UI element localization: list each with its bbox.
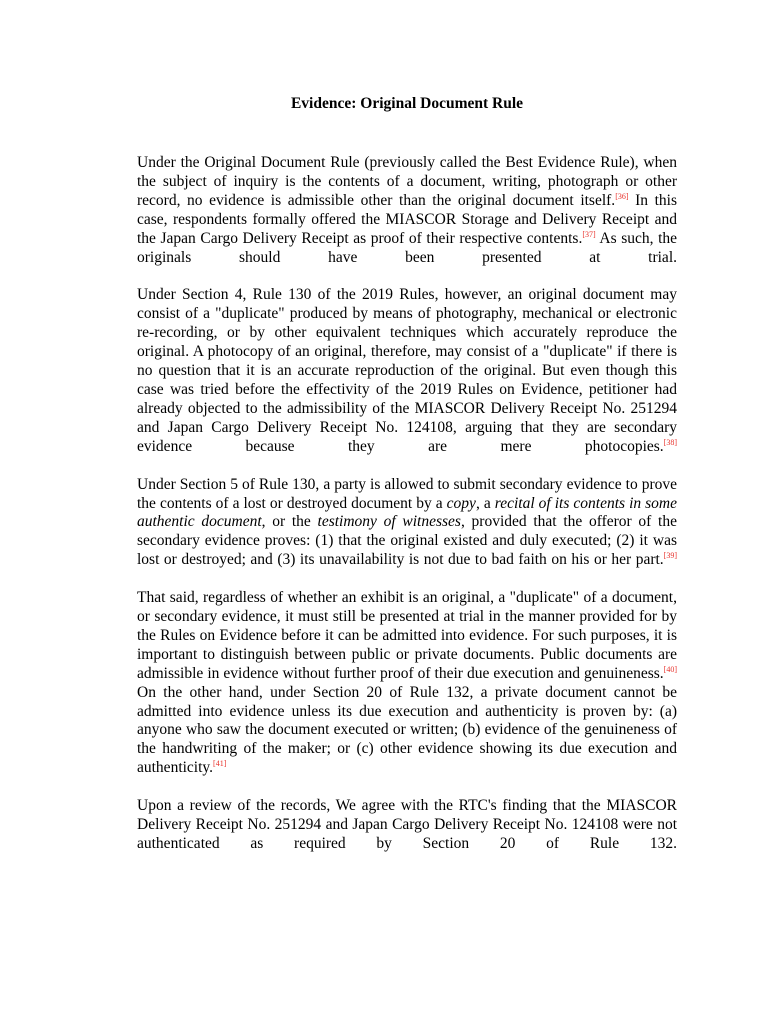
italic-text: copy xyxy=(446,494,476,512)
paragraph-original-document-rule xyxy=(137,154,677,267)
paragraph-text: Under Section 4, Rule 130 of the 2019 Rules, however, an original document may consist of a "duplicate" produced by means of photography, mechanical or electronic re-recording, or by other equivalent techniques which accurately reproduce the original. A photocopy of an original, therefore, may consist of a "duplicate" if there is no question that it is an accurate reproduction of the original. But even though this case was tried before the effectivity of the 2019 Rules on Evidence, petitioner had already objected to the admissibility of the MIASCOR Delivery Receipt No. 251294 and Japan Cargo Delivery Receipt No. 124108, arguing that they are secondary evidence because they are mere photocopies. xyxy=(137,286,677,455)
footnote-ref-40[interactable]: [40] xyxy=(663,664,677,674)
footnote-ref-41[interactable]: [41] xyxy=(213,759,227,769)
paragraph-text: Under Section 5 of Rule 130, a party is allowed to submit secondary evidence to prove the contents of a lost or destroyed document by a xyxy=(137,475,677,512)
paragraph-text: As such, the originals should have been presented at trial. xyxy=(137,229,677,266)
paragraph-records-review xyxy=(137,797,677,854)
paragraph-text: , provided that the offeror of the secondary evidence proves: (1) that the original existed and duly executed; (2) it was lost or destroyed; and (3) its unavailability is not due to bad faith on his or her part. xyxy=(137,513,677,569)
paragraph-text: That said, regardless of whether an exhibit is an original, a "duplicate" of a document, or secondary evidence, it must still be presented at trial in the manner provided for by the Rules on Evidence before it can be admitted into evidence. For such purposes, it is important to distinguish between public or private documents. Public documents are admissible in evidence without further proof of their due execution and genuineness. xyxy=(137,589,677,682)
paragraph-public-private-documents xyxy=(137,589,677,778)
footnote-ref-39[interactable]: [39] xyxy=(663,551,677,561)
footnote-ref-38[interactable]: [38] xyxy=(663,437,677,447)
paragraph-text: , a xyxy=(475,494,495,512)
italic-text: testimony of witnesses xyxy=(317,513,461,531)
paragraph-section-5-rule-130 xyxy=(137,476,677,571)
paragraph-text: In this case, respondents formally offered the MIASCOR Storage and Delivery Receipt and the Japan Cargo Delivery Receipt as proof of their respective contents. xyxy=(137,191,677,247)
footnote-ref-37[interactable]: [37] xyxy=(582,229,596,239)
paragraph-section-4-rule-130 xyxy=(137,286,677,456)
paragraph-text: , or the xyxy=(261,513,318,531)
page-title: Evidence: Original Document Rule xyxy=(290,95,524,112)
footnote-ref-36[interactable]: [36] xyxy=(615,191,629,201)
paragraph-text: Upon a review of the records, We agree with the RTC's finding that the MIASCOR Delivery Receipt No. 251294 and Japan Cargo Delivery Receipt No. 124108 were not authenticated as required by Section 20 of Rule 132. xyxy=(137,797,677,852)
paragraph-text: Under the Original Document Rule (previously called the Best Evidence Rule), when the subject of inquiry is the contents of a document, writing, photograph or other record, no evidence is admissible other than the original document itself. xyxy=(137,154,677,209)
italic-text: recital of its contents in some authentic document xyxy=(137,494,678,531)
paragraph-text: On the other hand, under Section 20 of Rule 132, a private document cannot be admitted into evidence unless its due execution and authenticity is proven by: (a) anyone who saw the document executed or written; (b) evidence of the genuineness of the handwriting of the maker; or (c) other evidence showing its due execution and authenticity. xyxy=(137,683,677,777)
